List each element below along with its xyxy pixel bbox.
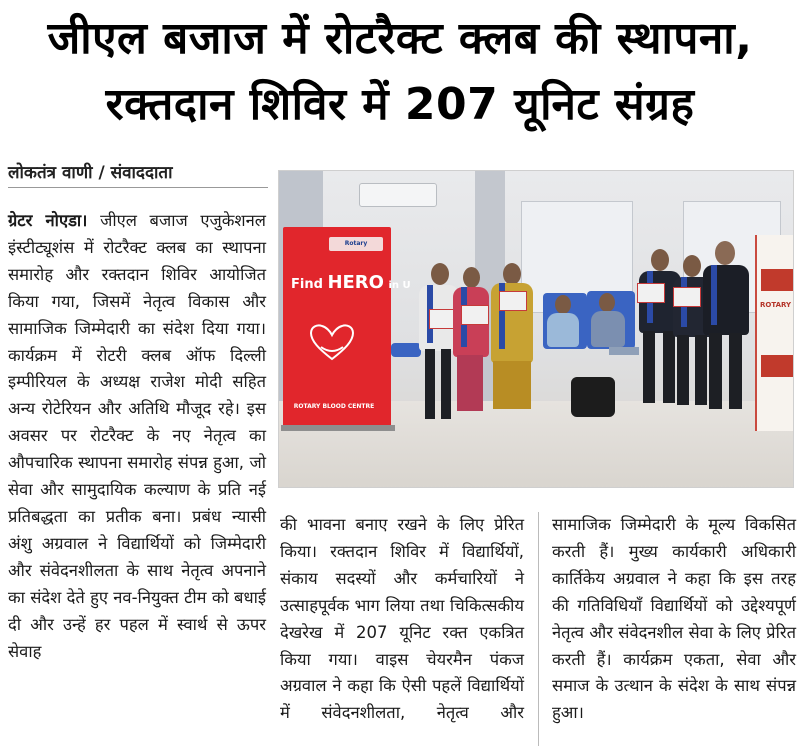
banner-stripe <box>761 355 794 377</box>
banner-title-find: Find <box>291 277 323 292</box>
byline: लोकतंत्र वाणी / संवाददाता <box>8 160 268 188</box>
headline-line-1: जीएल बजाज में रोटरैक्ट क्लब की स्थापना, <box>47 13 753 64</box>
banner-footer: ROTARY BLOOD CENTRE <box>293 403 375 410</box>
chair <box>391 343 421 357</box>
right-banner <box>755 235 794 431</box>
column-3-text: सामाजिक जिम्मेदारी के मूल्य विकसित करती हैं। मुख्य कार्यकारी अधिकारी कार्तिकेय अग्रवाल ने कहा कि इस तरह की गतिविधियाँ विद्यार्थियों को उद्देश्यपूर्ण नेतृत्व और संवेदनशील सेवा के लिए प्रेरित करती हैं। कार्यक्रम एकता, सेवा और समाज के उत्थान के संदेश के साथ संपन्न हुआ। <box>552 515 796 723</box>
right-banner-text: ROTARY <box>760 301 792 309</box>
banner-stripe <box>761 269 794 291</box>
article-paragraph-1 <box>8 208 266 665</box>
banner-title-in-u: in U <box>388 280 411 291</box>
column-divider <box>538 512 539 746</box>
article-column-2 <box>280 512 524 727</box>
column-1-text: जीएल बजाज एजुकेशनल इंस्टीट्यूशंस में रोटरैक्ट क्लब का स्थापना समारोह और रक्तदान शिविर आयोजित किया गया, जिसमें नेतृत्व विकास और सामाजिक जिम्मेदारी का संदेश दिया गया। कार्यक्रम में रोटरी क्लब ऑफ दिल्ली इम्पीरियल के अध्यक्ष राजेश मोदी सहित अन्य रोटेरियन और अतिथि मौजूद रहे। इस अवसर पर रोटरैक्ट के नए नेतृत्व का औपचारिक स्थापना समारोह संपन्न हुआ, जो सेवा और सामुदायिक कल्याण के प्रति नई प्रतिबद्धता का प्रतीक बना। प्रबंध न्यासी अंशु अग्रवाल ने विद्यार्थियों को जिम्मेदारी और संवेदनशीलता के साथ नेतृत्व अपनाने का संदेश देते हुए नव-नियुक्त टीम को बधाई दी और उन्हें हर पहल में स्वार्थ से ऊपर सेवाह <box>8 211 266 661</box>
banner-title-hero: HERO <box>327 272 384 293</box>
banner-brand: Rotary <box>344 240 368 247</box>
banner-title <box>291 272 411 293</box>
heart-hands-icon <box>309 323 355 361</box>
article-column-3 <box>552 512 796 727</box>
banner-stand <box>281 425 395 431</box>
air-conditioner <box>359 183 437 207</box>
column-2-text: की भावना बनाए रखने के लिए प्रेरित किया। रक्तदान शिविर में विद्यार्थियों, संकाय सदस्यों और कर्मचारियों ने उत्साहपूर्वक भाग लिया तथा चिकित्सकीय देखरेख में 207 यूनिट रक्त एकत्रित किया गया। वाइस चेयरमैन पंकज अग्रवाल ने कहा कि ऐसी पहलें विद्यार्थियों में संवेदनशीलता, नेतृत्व और <box>280 515 524 723</box>
dateline: ग्रेटर नोएडा। <box>8 211 88 230</box>
event-photo <box>278 170 794 488</box>
backpack <box>571 377 615 417</box>
headline <box>0 6 800 138</box>
banner-logos <box>329 237 383 251</box>
article-column-1 <box>8 208 266 665</box>
headline-line-2: रक्तदान शिविर में 207 यूनिट संग्रह <box>105 79 695 130</box>
